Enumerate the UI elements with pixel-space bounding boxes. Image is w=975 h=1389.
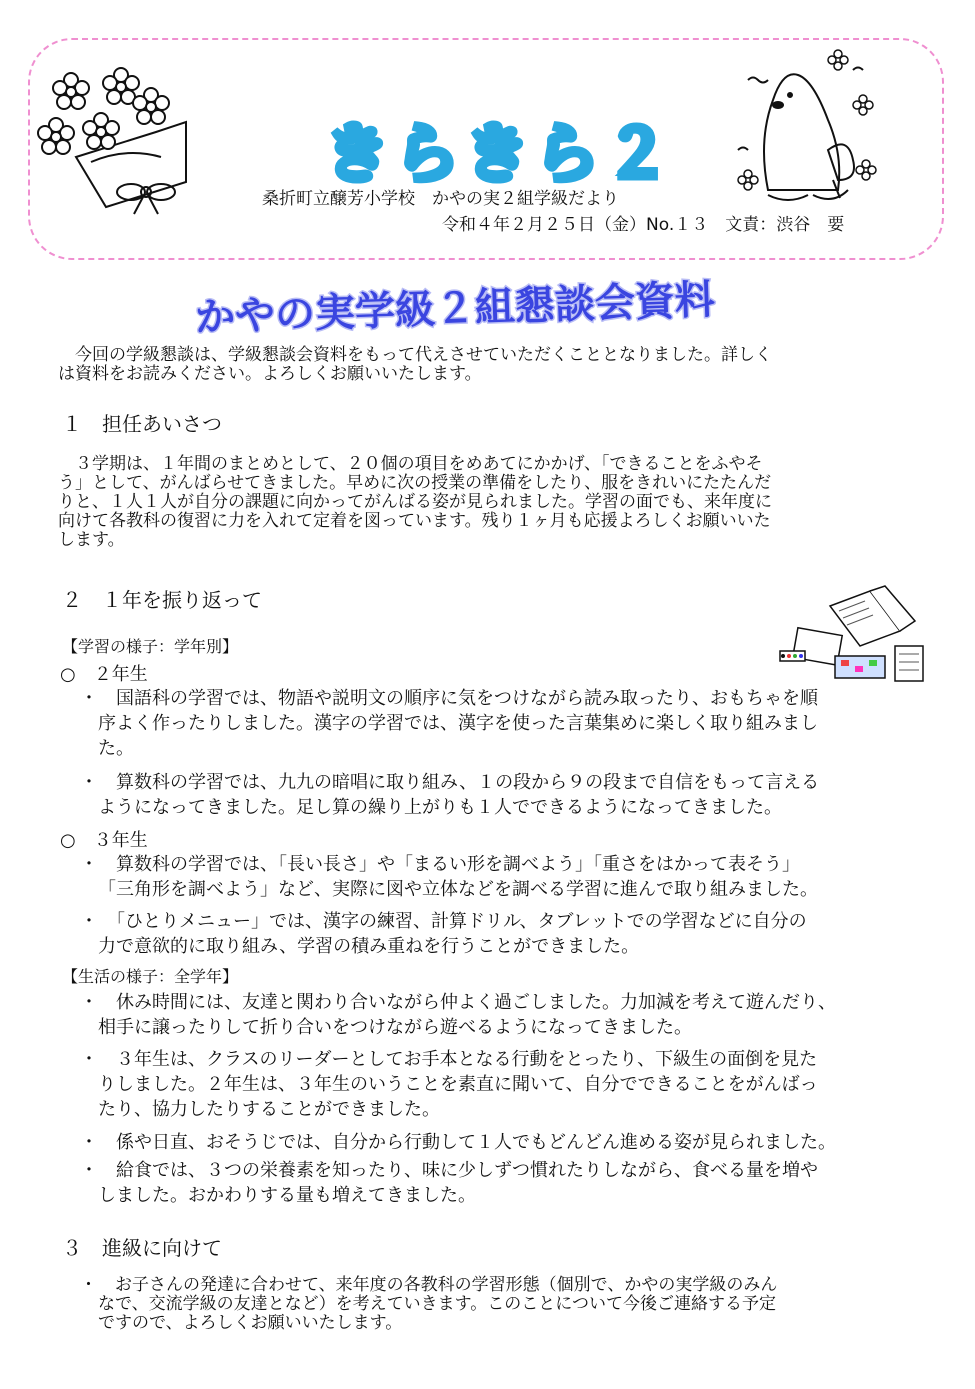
school-line: 桑折町立醸芳小学校 かやの実２組学級だより bbox=[262, 189, 619, 209]
bullet-line: 「三角形を調べよう」など、実際に図や立体などを調べる学習に進んで取り組みました。 bbox=[98, 879, 818, 900]
section1-paragraph bbox=[58, 455, 920, 550]
bullet-mark: ・ bbox=[80, 772, 98, 793]
bullet-line: たり、協力したりすることができました。 bbox=[98, 1099, 440, 1120]
section3-heading: ３ 進級に向けて bbox=[62, 1236, 222, 1260]
bullet-line: た。 bbox=[98, 738, 134, 759]
life-bullet bbox=[80, 990, 920, 1040]
section3-bullet bbox=[80, 1276, 920, 1333]
bullet-line: ですので、よろしくお願いいたします。 bbox=[98, 1313, 403, 1333]
bullet-line: ようになってきました。足し算の繰り上がりも１人でできるようになってきました。 bbox=[98, 797, 782, 818]
bullet-line: しました。おかわりする量も増えてきました。 bbox=[98, 1185, 476, 1206]
section1-line: 向けて各教科の復習に力を入れて定着を図っています。残り１ヶ月も応援よろしくお願いいた bbox=[58, 511, 771, 531]
life-bullet bbox=[80, 1047, 920, 1122]
section1-line: ３学期は、１年間のまとめとして、２０個の項目をめあてにかかげ、「できることをふやそ bbox=[58, 454, 763, 474]
grade2-bullet bbox=[80, 770, 920, 820]
grade3-label: ○ ３年生 bbox=[60, 830, 148, 851]
grade3-bullet bbox=[80, 852, 920, 902]
intro-paragraph bbox=[58, 346, 920, 384]
svg-text:きらきら２: きらきら２ bbox=[325, 118, 675, 192]
svg-text:かやの実学級２組懇談会資料: かやの実学級２組懇談会資料 bbox=[194, 276, 716, 342]
grade2-bullet bbox=[80, 686, 920, 761]
intro-line: は資料をお読みください。よろしくお願いいたします。 bbox=[58, 364, 482, 384]
bullet-mark: ・ bbox=[80, 992, 98, 1013]
bullet-line: 算数科の学習では、「長い長さ」や「まるい形を調べよう」「重さをはかって表そう」 bbox=[98, 854, 800, 875]
bullet-line: お子さんの発達に合わせて、来年度の各教科の学習形態（個別で、かやの実学級のみん bbox=[98, 1275, 778, 1295]
flower-bouquet-icon bbox=[36, 62, 196, 212]
bullet-line: りしました。２年生は、３年生のいうことを素直に聞いて、自分でできることをがんばっ bbox=[98, 1074, 818, 1095]
bullet-line: 算数科の学習では、九九の暗唱に取り組み、１の段から９の段まで自信をもって言える bbox=[98, 772, 820, 793]
bullet-mark: ・ bbox=[80, 1275, 97, 1295]
bullet-line: 相手に譲ったりして折り合いをつけながら遊べるようになってきました。 bbox=[98, 1017, 692, 1038]
bullet-mark: ・ bbox=[80, 1132, 98, 1153]
bullet-mark: ・ bbox=[80, 1049, 98, 1070]
bullet-line: 休み時間には、友達と関わり合いながら仲よく過ごしました。力加減を考えて遊んだり、 bbox=[98, 992, 836, 1013]
bullet-line: なで、交流学級の友達となど）を考えていきます。このことについて今後ご連絡する予定 bbox=[98, 1294, 776, 1314]
life-bullet bbox=[80, 1158, 920, 1208]
study-label: 【学習の様子：学年別】 bbox=[62, 637, 239, 656]
section1-line: します。 bbox=[58, 530, 125, 550]
section2-heading: ２ １年を振り返って bbox=[62, 588, 262, 612]
wordart-title bbox=[194, 270, 716, 345]
grade3-bullet bbox=[80, 909, 920, 959]
section1-line: う」として、がんばらせてきました。早めに次の授業の準備をしたり、服をきれいにたたんだ bbox=[58, 473, 772, 493]
intro-line: 今回の学級懇談は、学級懇談会資料をもって代えさせていただくこととなりました。詳しく bbox=[58, 345, 772, 365]
date-line: 令和４年２月２５日（金）No.１３ 文責：渋谷 要 bbox=[442, 215, 845, 235]
mole-character-icon bbox=[728, 40, 878, 205]
school-supplies-icon bbox=[775, 586, 925, 686]
bullet-line: 国語科の学習では、物語や説明文の順序に気をつけながら読み取ったり、おもちゃを順 bbox=[98, 688, 818, 709]
bullet-line: 力で意欲的に取り組み、学習の積み重ねを行うことができました。 bbox=[98, 936, 640, 957]
bullet-line: 序よく作ったりしました。漢字の学習では、漢字を使った言葉集めに楽しく取り組みまし bbox=[98, 713, 818, 734]
section1-line: りと、１人１人が自分の課題に向かってがんばる姿が見られました。学習の面でも、来年度に bbox=[58, 492, 772, 512]
bullet-mark: ・ bbox=[80, 688, 98, 709]
bullet-line: 「ひとりメニュー」では、漢字の練習、計算ドリル、タブレットでの学習などに自分の bbox=[98, 911, 807, 932]
bullet-line: 給食では、３つの栄養素を知ったり、味に少しずつ慣れたりしながら、食べる量を増や bbox=[98, 1160, 818, 1181]
grade2-label: ○ ２年生 bbox=[60, 664, 148, 685]
bullet-line: 係や日直、おそうじでは、自分から行動して１人でもどんどん進める姿が見られました。 bbox=[98, 1132, 836, 1153]
bullet-mark: ・ bbox=[80, 1160, 98, 1181]
bullet-line: ３年生は、クラスのリーダーとしてお手本となる行動をとったり、下級生の面倒を見た bbox=[98, 1049, 818, 1070]
newsletter-title bbox=[300, 110, 700, 190]
bullet-mark: ・ bbox=[80, 911, 98, 932]
life-bullet bbox=[80, 1130, 920, 1155]
bullet-mark: ・ bbox=[80, 854, 98, 875]
life-label: 【生活の様子：全学年】 bbox=[62, 967, 239, 986]
section1-heading: １ 担任あいさつ bbox=[62, 412, 222, 436]
